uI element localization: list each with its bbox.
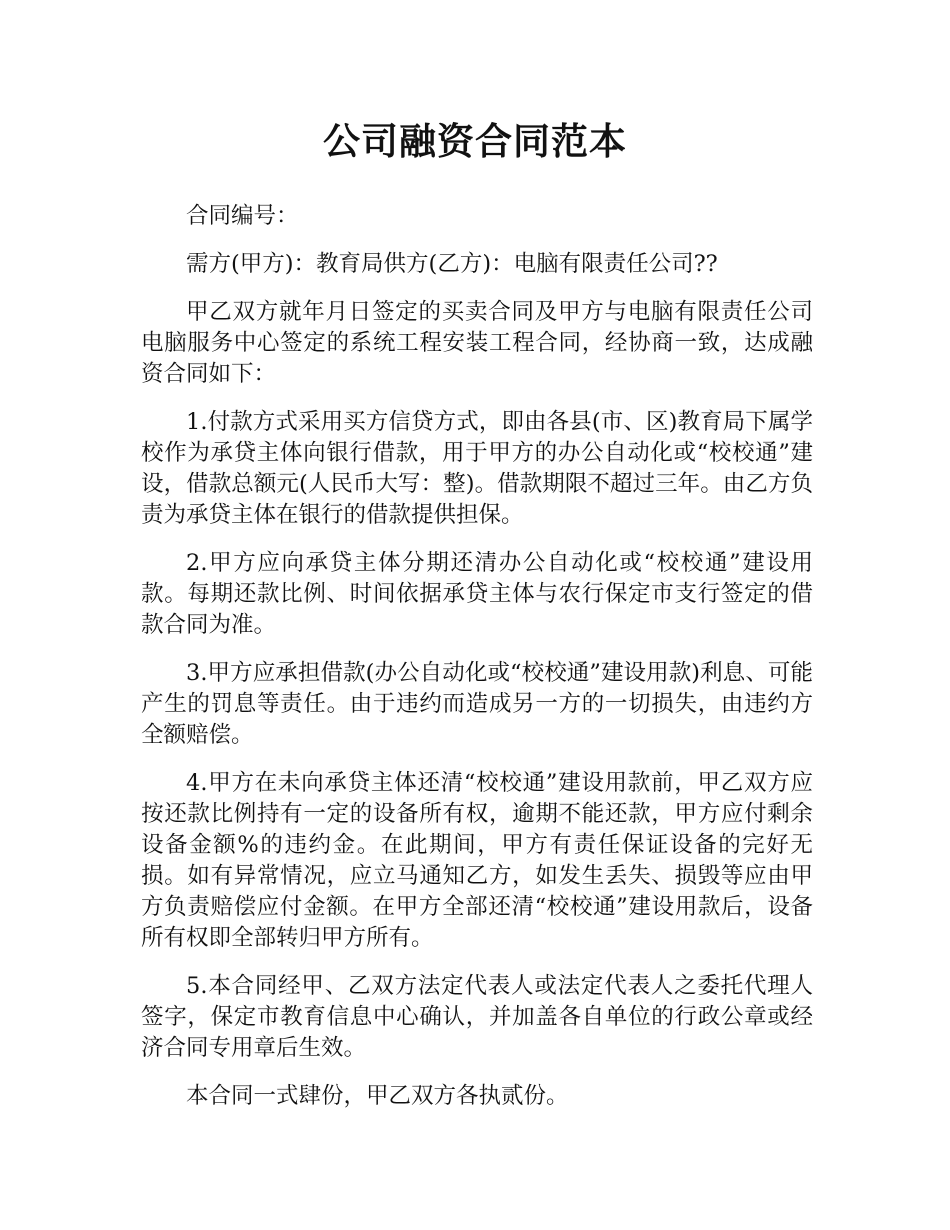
contract-number: 合同编号： [186, 203, 299, 229]
document-body [141, 201, 813, 1129]
contract-intro: 甲乙双方就年月日签定的买卖合同及甲方与电脑有限责任公司电脑服务中心签定的系统工程安装工程合同，经协商一致，达成融资合同如下： [141, 299, 813, 387]
document-title: 公司融资合同范本 [323, 120, 627, 163]
clause-1: 1.付款方式采用买方信贷方式，即由各县(市、区)教育局下属学校作为承贷主体向银行借款，用于甲方的办公自动化或“校校通”建设，借款总额元(人民币大写：整)。借款期限不超过三年。由乙方负责为承贷主体在银行的借款提供担保。 [141, 409, 813, 528]
clause-2: 2.甲方应向承贷主体分期还清办公自动化或“校校通”建设用款。每期还款比例、时间依据承贷主体与农行保定市支行签定的借款合同为准。 [141, 550, 813, 638]
clause-4: 4.甲方在未向承贷主体还清“校校通”建设用款前，甲乙双方应按还款比例持有一定的设备所有权，逾期不能还款，甲方应付剩余设备金额%的违约金。在此期间，甲方有责任保证设备的完好无损。如有异常情况，应立马通知乙方，如发生丢失、损毁等应由甲方负责赔偿应付金额。在甲方全部还清“校校通”建设用款后，设备所有权即全部转归甲方所有。 [141, 770, 813, 951]
clause-5: 5.本合同经甲、乙双方法定代表人或法定代表人之委托代理人签字，保定市教育信息中心确认，并加盖各自单位的行政公章或经济合同专用章后生效。 [141, 973, 813, 1061]
contract-parties: 需方(甲方)：教育局供方(乙方)：电脑有限责任公司?? [186, 251, 718, 277]
contract-closing: 本合同一式肆份，甲乙双方各执贰份。 [186, 1083, 569, 1109]
clause-3: 3.甲方应承担借款(办公自动化或“校校通”建设用款)利息、可能产生的罚息等责任。由于违约而造成另一方的一切损失，由违约方全额赔偿。 [141, 660, 813, 748]
